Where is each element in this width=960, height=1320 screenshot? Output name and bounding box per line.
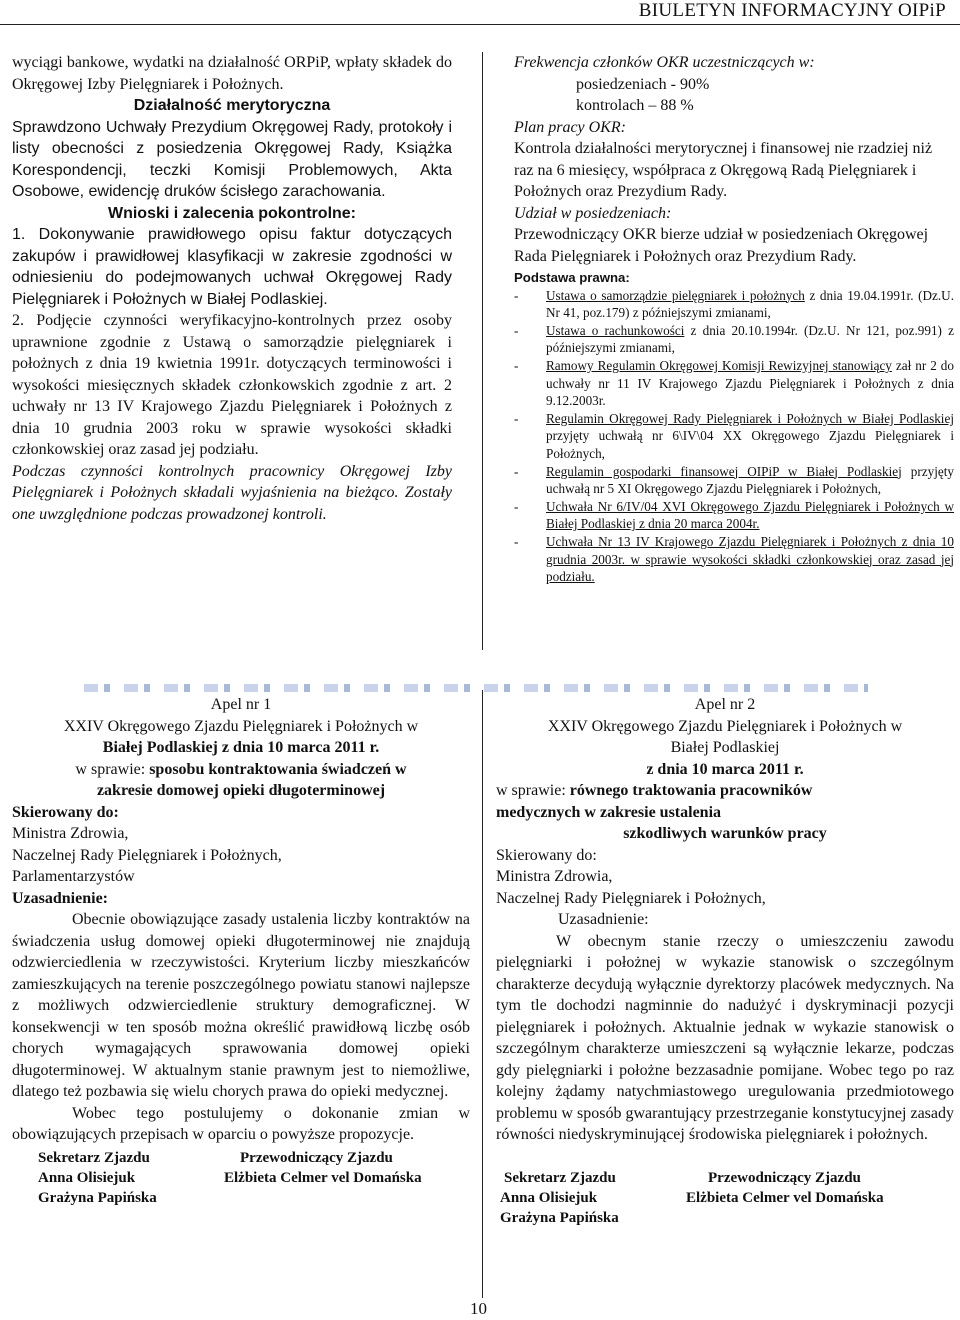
intro-text: wyciągi bankowe, wydatki na działalność ORPiP, wpłaty składek do Okręgowej Izby Pielęgniarek i Położnych. <box>12 54 452 93</box>
legal-act-link[interactable]: Ramowy Regulamin Okręgowej Komisji Rewizyjnej stanowiący <box>546 357 892 373</box>
apel-1-addressed-heading: Skierowany do: <box>12 803 119 821</box>
conclusion-2: 2. Podjęcie czynności weryfikacyjno-kontrolnych przez osoby uprawnione zgodnie z Ustawą o samorządzie pielęgniarek i położnych z dnia 19 kwietnia 1991r. dotyczących terminowości i wysokości miesięcznych składek członkowskich zgodnie z art. 2 uchwały nr 13 IV Krajowego Zjazdu Pielęgniarek i Położnych z dnia 10 grudnia 2003 roku w sprawie wysokości składki członkowskiej oraz zasad jej podziału. <box>12 312 452 458</box>
legal-basis-text <box>546 498 954 533</box>
apel-1-subject-1: sposobu kontraktowania świadczeń w <box>149 760 407 778</box>
apel-1-line1: XXIV Okręgowego Zjazdu Pielęgniarek i Położnych w <box>63 717 419 735</box>
legal-act-details: przyjęty uchwałą nr 6\IV\04 XX Okręgowego Zjazdu Pielęgniarek i Położnych, <box>546 428 954 461</box>
apel-2-subject-prefix: w sprawie: <box>496 782 570 799</box>
list-dash: - <box>514 533 519 549</box>
apel-1-chair-block <box>224 1148 422 1208</box>
apel-2-secretary-block <box>496 1168 686 1228</box>
apel-1 <box>12 694 470 1208</box>
top-column-divider <box>482 52 483 650</box>
apel-2-chair-block <box>686 1168 884 1228</box>
apel-2-justification-heading: Uzasadnienie: <box>558 911 649 928</box>
legal-basis-heading: Podstawa prawna: <box>514 270 630 285</box>
attendance-heading: Frekwencja członków OKR uczestniczących w: <box>514 54 815 71</box>
list-dash: - <box>514 357 519 373</box>
apel-2-subject-1: równego traktowania pracowników <box>569 782 813 799</box>
apel-1-line2: Białej Podlaskiej z dnia 10 marca 2011 r. <box>102 739 380 756</box>
apel-2-line1: XXIV Okręgowego Zjazdu Pielęgniarek i Położnych w <box>547 717 903 735</box>
apel-2 <box>496 694 954 1228</box>
apel-2-secretary-name-2: Grażyna Papińska <box>500 1209 619 1226</box>
page-number: 10 <box>470 1299 487 1318</box>
list-dash: - <box>514 463 519 479</box>
legal-act-link[interactable]: Regulamin Okręgowej Rady Pielęgniarek i Położnych w Białej Podlaskiej <box>546 410 954 426</box>
apel-1-secretary-title: Sekretarz Zjazdu <box>38 1149 150 1166</box>
apel-1-chair-name: Elżbieta Celmer vel Domańska <box>224 1169 422 1186</box>
apel-2-subject-2: medycznych w zakresie ustalenia <box>496 803 722 821</box>
legal-act-link[interactable]: Regulamin gospodarki finansowej OIPiP w Białej Podlaskiej <box>546 463 902 479</box>
header-rule <box>0 24 960 25</box>
bulletin-header-title: BIULETYN INFORMACYJNY OIPiP <box>638 0 946 21</box>
apel-2-signatures <box>496 1168 954 1228</box>
legal-basis-text <box>546 533 954 586</box>
legal-act-details: z dnia 20.10.1994r. (Dz.U. Nr 121, poz.991) z późniejszymi zmianami, <box>546 322 954 356</box>
legal-basis-text <box>546 410 954 463</box>
conclusion-1: 1. Dokonywanie prawidłowego opisu faktur dotyczących zakupów i prawidłowej klasyfikacji w zakresie zgodności w odniesieniu do podejmowanych uchwał Okręgowej Rady Pielęgniarek i Położnych w Białej Podlaskiej. <box>12 226 452 308</box>
apel-2-addressee: Ministra Zdrowia, <box>496 868 613 885</box>
legal-act-details: z dnia 19.04.1991r. (Dz.U. Nr 41, poz.179) z późniejszymi zmianami, <box>546 287 955 321</box>
decorative-strip <box>84 684 868 692</box>
left-top-column <box>12 52 452 525</box>
apel-1-signatures <box>12 1148 470 1208</box>
apel-2-chair-title: Przewodniczący Zjazdu <box>708 1169 861 1186</box>
apel-1-justification-heading: Uzasadnienie: <box>12 889 108 907</box>
attendance-meetings: posiedzeniach - 90% <box>576 75 710 93</box>
legal-basis-text <box>546 287 954 322</box>
apel-1-subject <box>12 759 470 781</box>
legal-basis-list <box>514 287 954 586</box>
apel-1-chair-title: Przewodniczący Zjazdu <box>240 1149 393 1166</box>
apel-1-subject-2: zakresie domowej opieki długoterminowej <box>96 782 386 799</box>
apel-2-para1: W obecnym stanie rzeczy o umieszczeniu zawodu pielęgniarki i położnej w wykazie stanowisk o szczególnym charakterze decydują wyłącznie dyrektorzy placówek medycznych. Na tym tle dochodzi nagminnie do nadużyć i dyskryminacji pozycji pielęgniarek i położnych. Aktualnie jednak w wykazie stanowisk o szczególnym charakterze umieszczeni są wyłącznie lekarze, podczas gdy pielęgniarki i położne bezzasadnie pomijane. Wobec tego po raz kolejny żądamy natychmiastowego uregulowania przedmiotowego problemu w sposób gwarantujący przestrzeganie konstytucyjnej zasady równości niedyskryminującej środowiska pielęgniarek i położnych. <box>496 932 954 1143</box>
legal-basis-item <box>514 463 954 498</box>
apel-2-line3: z dnia 10 marca 2011 r. <box>646 760 804 778</box>
plan-text: Kontrola działalności merytorycznej i finansowej nie rzadziej niż raz na 6 miesięcy, współpraca z Okręgową Radą Pielęgniarek i Położnych oraz Prezydium Rady. <box>514 140 933 200</box>
list-dash: - <box>514 287 519 303</box>
list-dash: - <box>514 410 519 426</box>
legal-act-link[interactable]: Ustawa o rachunkowości <box>546 322 685 338</box>
apel-1-para2: Wobec tego postulujemy o dokonanie zmian w obowiązujących przepisach w oparciu o powyższe propozycje. <box>12 1104 470 1143</box>
right-top-column <box>514 52 954 586</box>
participation-text: Przewodniczący OKR bierze udział w posiedzeniach Okręgowej Rada Pielęgniarek i Położnych oraz Prezydium Rady. <box>514 226 929 265</box>
apel-1-addressee: Naczelnej Rady Pielęgniarek i Położnych, <box>12 846 282 864</box>
apel-1-secretary-name-2: Grażyna Papińska <box>38 1189 157 1206</box>
legal-act-details: zał nr 2 do uchwały nr 11 IV Krajowego Zjazdu Pielęgniarek i Położnych z dnia 9.12.2003r. <box>546 357 954 409</box>
list-dash: - <box>514 322 519 338</box>
legal-basis-text <box>546 357 954 410</box>
apel-2-subject-3: szkodliwych warunków pracy <box>623 825 827 842</box>
apel-2-secretary-title: Sekretarz Zjazdu <box>504 1169 616 1186</box>
legal-basis-item <box>514 533 954 586</box>
activity-heading: Działalność merytoryczna <box>133 97 331 114</box>
bottom-column-divider <box>482 690 483 1298</box>
apel-2-addressed-heading: Skierowany do: <box>496 846 597 864</box>
apel-2-chair-name: Elżbieta Celmer vel Domańska <box>686 1189 884 1206</box>
legal-act-details: przyjęty uchwałą nr 5 XI Okręgowego Zjazdu Pielęgniarek i Położnych, <box>546 463 954 497</box>
legal-basis-text <box>546 463 954 498</box>
apel-1-para1: Obecnie obowiązujące zasady ustalenia liczby kontraktów na świadczenia usług domowej opieki długoterminowej nie znajdują odzwierciedlenia w rzeczywistości. Kryterium liczby mieszkańców zamieszkujących na terenie poszczególnego powiatu stanowi najlepsze z możliwych odzwierciedlenie struktury demograficznej. W konsekwencji w ten sposób można określić prawidłową liczbę osób chorych wymagających sprawowania domowej opieki długoterminowej. W aktualnym stanie prawnym jest to niemożliwe, dlatego też pozbawia się wielu chorych prawa do opieki medycznej. <box>12 911 470 1100</box>
legal-act-link[interactable]: Ustawa o samorządzie pielęgniarek i położnych <box>546 287 805 303</box>
apel-1-title: Apel nr 1 <box>210 696 272 713</box>
legal-act-link[interactable]: Uchwała Nr 13 IV Krajowego Zjazdu Pielęgniarek i Położnych z dnia 10 grudnia 2003r. w sprawie wysokości składki członkowskiej oraz zasad jej podziału. <box>546 533 954 585</box>
apel-1-secretary-name-1: Anna Olisiejuk <box>38 1169 136 1186</box>
apel-2-secretary-name-1: Anna Olisiejuk <box>500 1189 598 1206</box>
apel-2-subject <box>496 780 954 802</box>
plan-heading: Plan pracy OKR: <box>514 118 626 136</box>
apel-2-line2: Białej Podlaskiej <box>670 739 780 756</box>
apel-1-addressee: Parlamentarzystów <box>12 868 135 885</box>
legal-basis-item <box>514 498 954 533</box>
legal-basis-text <box>546 322 954 357</box>
legal-basis-item <box>514 322 954 357</box>
apel-2-title: Apel nr 2 <box>694 696 756 713</box>
apel-1-addressee: Ministra Zdrowia, <box>12 825 129 842</box>
attendance-controls: kontrolach – 88 % <box>576 97 694 114</box>
apel-2-addressee: Naczelnej Rady Pielęgniarek i Położnych, <box>496 889 766 907</box>
legal-basis-item <box>514 357 954 410</box>
legal-basis-item <box>514 287 954 322</box>
participation-heading: Udział w posiedzeniach: <box>514 204 672 222</box>
list-dash: - <box>514 498 519 514</box>
conclusions-heading: Wnioski i zalecenia pokontrolne: <box>107 204 357 222</box>
apel-1-secretary-block <box>12 1148 224 1208</box>
closing-note: Podczas czynności kontrolnych pracownicy Okręgowej Izby Pielęgniarek i Położnych składali wyjaśnienia na bieżąco. Zostały one uwzględnione podczas prowadzonej kontroli. <box>12 462 452 523</box>
legal-act-link[interactable]: Uchwała Nr 6/IV/04 XVI Okręgowego Zjazdu Pielęgniarek i Położnych w Białej Podlaskiej z dnia 20 marca 2004r. <box>546 498 954 532</box>
legal-basis-item <box>514 410 954 463</box>
activity-text: Sprawdzono Uchwały Prezydium Okręgowej Rady, protokoły i listy obecności z posiedzenia Okręgowej Rady, Książka Korespondencji, teczki Komisji Problemowych, Akta Osobowe, ewidencję druków ścisłego zarachowania. <box>12 118 452 200</box>
apel-1-subject-prefix: w sprawie: <box>75 760 150 778</box>
